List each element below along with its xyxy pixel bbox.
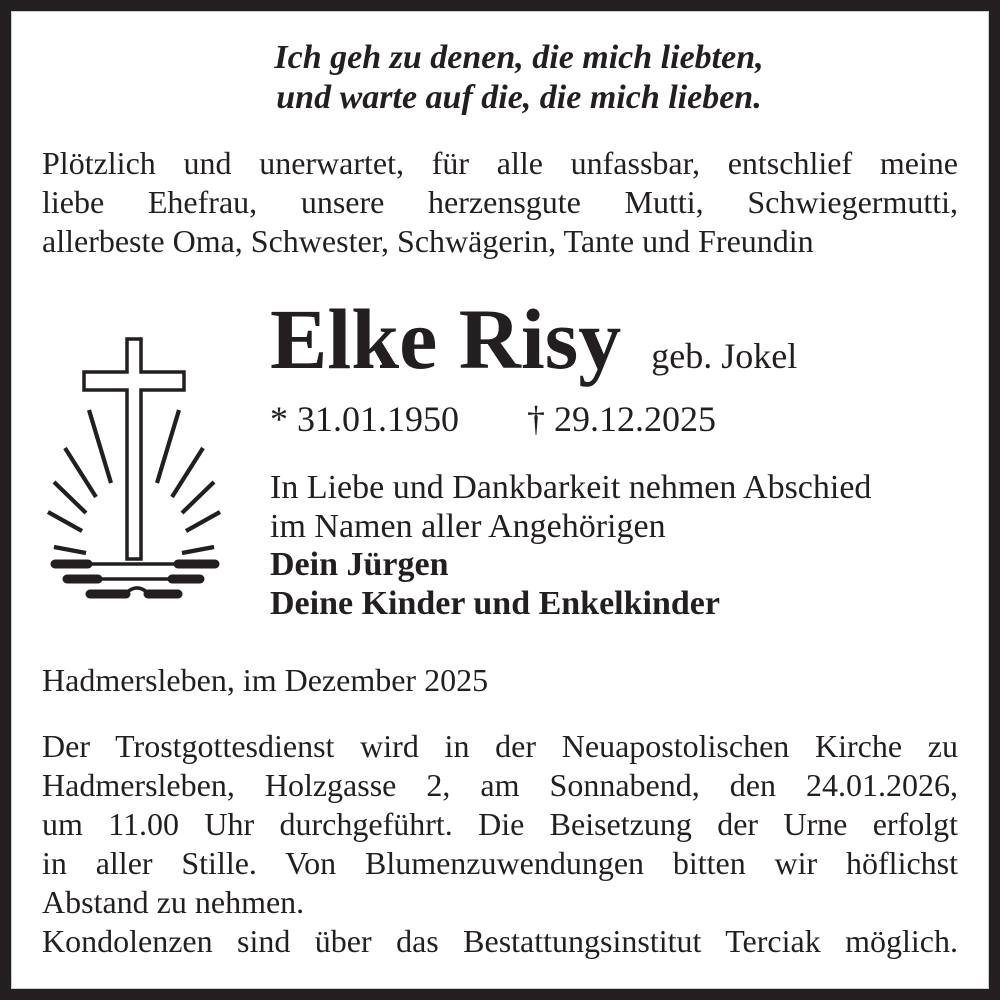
details-line-6: Kondolenzen sind über das Bestattungsinstitut Terciak möglich. [42,923,958,959]
cross-rays-icon [42,305,242,605]
epigraph [42,38,958,118]
epigraph-line-2: und warte auf die, die mich lieben. [276,79,762,116]
epigraph-line-1: Ich geh zu denen, die mich liebten, [274,39,764,76]
details-line-3: um 11.00 Uhr durchgeführt. Die Beisetzung der Urne erfolgt [42,806,958,842]
farewell-block [270,469,958,623]
farewell-line-2: im Namen aller Angehörigen [270,507,666,545]
intro-line-3: allerbeste Oma, Schwester, Schwägerin, Tante und Freundin [42,223,814,259]
details-paragraph [42,727,958,961]
deceased-block [270,291,958,623]
details-line-2: Hadmersleben, Holzgasse 2, am Sonnabend, den 24.01.2026, [42,767,958,803]
mourner-line-2: Deine Kinder und Enkelkinder [270,584,720,622]
memorial-section [42,291,958,623]
details-line-5: Abstand zu nehmen. [42,884,305,920]
intro-paragraph [42,144,958,261]
intro-line-2: liebe Ehefrau, unsere herzensgute Mutti, Schwiegermutti, [42,184,958,220]
details-line-4: in aller Stille. Von Blumenzuwendungen bitten wir höflichst [42,845,958,881]
deceased-name: Elke Risy [270,291,622,387]
name-row [270,291,958,387]
maiden-name: geb. Jokel [651,336,798,376]
details-line-1: Der Trostgottesdienst wird in der Neuapostolischen Kirche zu [42,728,958,764]
birth-date: * 31.01.1950 [270,399,459,439]
intro-line-1: Plötzlich und unerwartet, für alle unfassbar, entschlief meine [42,145,958,181]
notice-content [11,38,989,961]
life-dates [270,399,958,439]
death-date: † 29.12.2025 [527,399,716,439]
dateline: Hadmersleben, im Dezember 2025 [42,662,489,698]
mourner-line-1: Dein Jürgen [270,546,449,583]
farewell-line-1: In Liebe und Dankbarkeit nehmen Abschied [270,469,872,506]
